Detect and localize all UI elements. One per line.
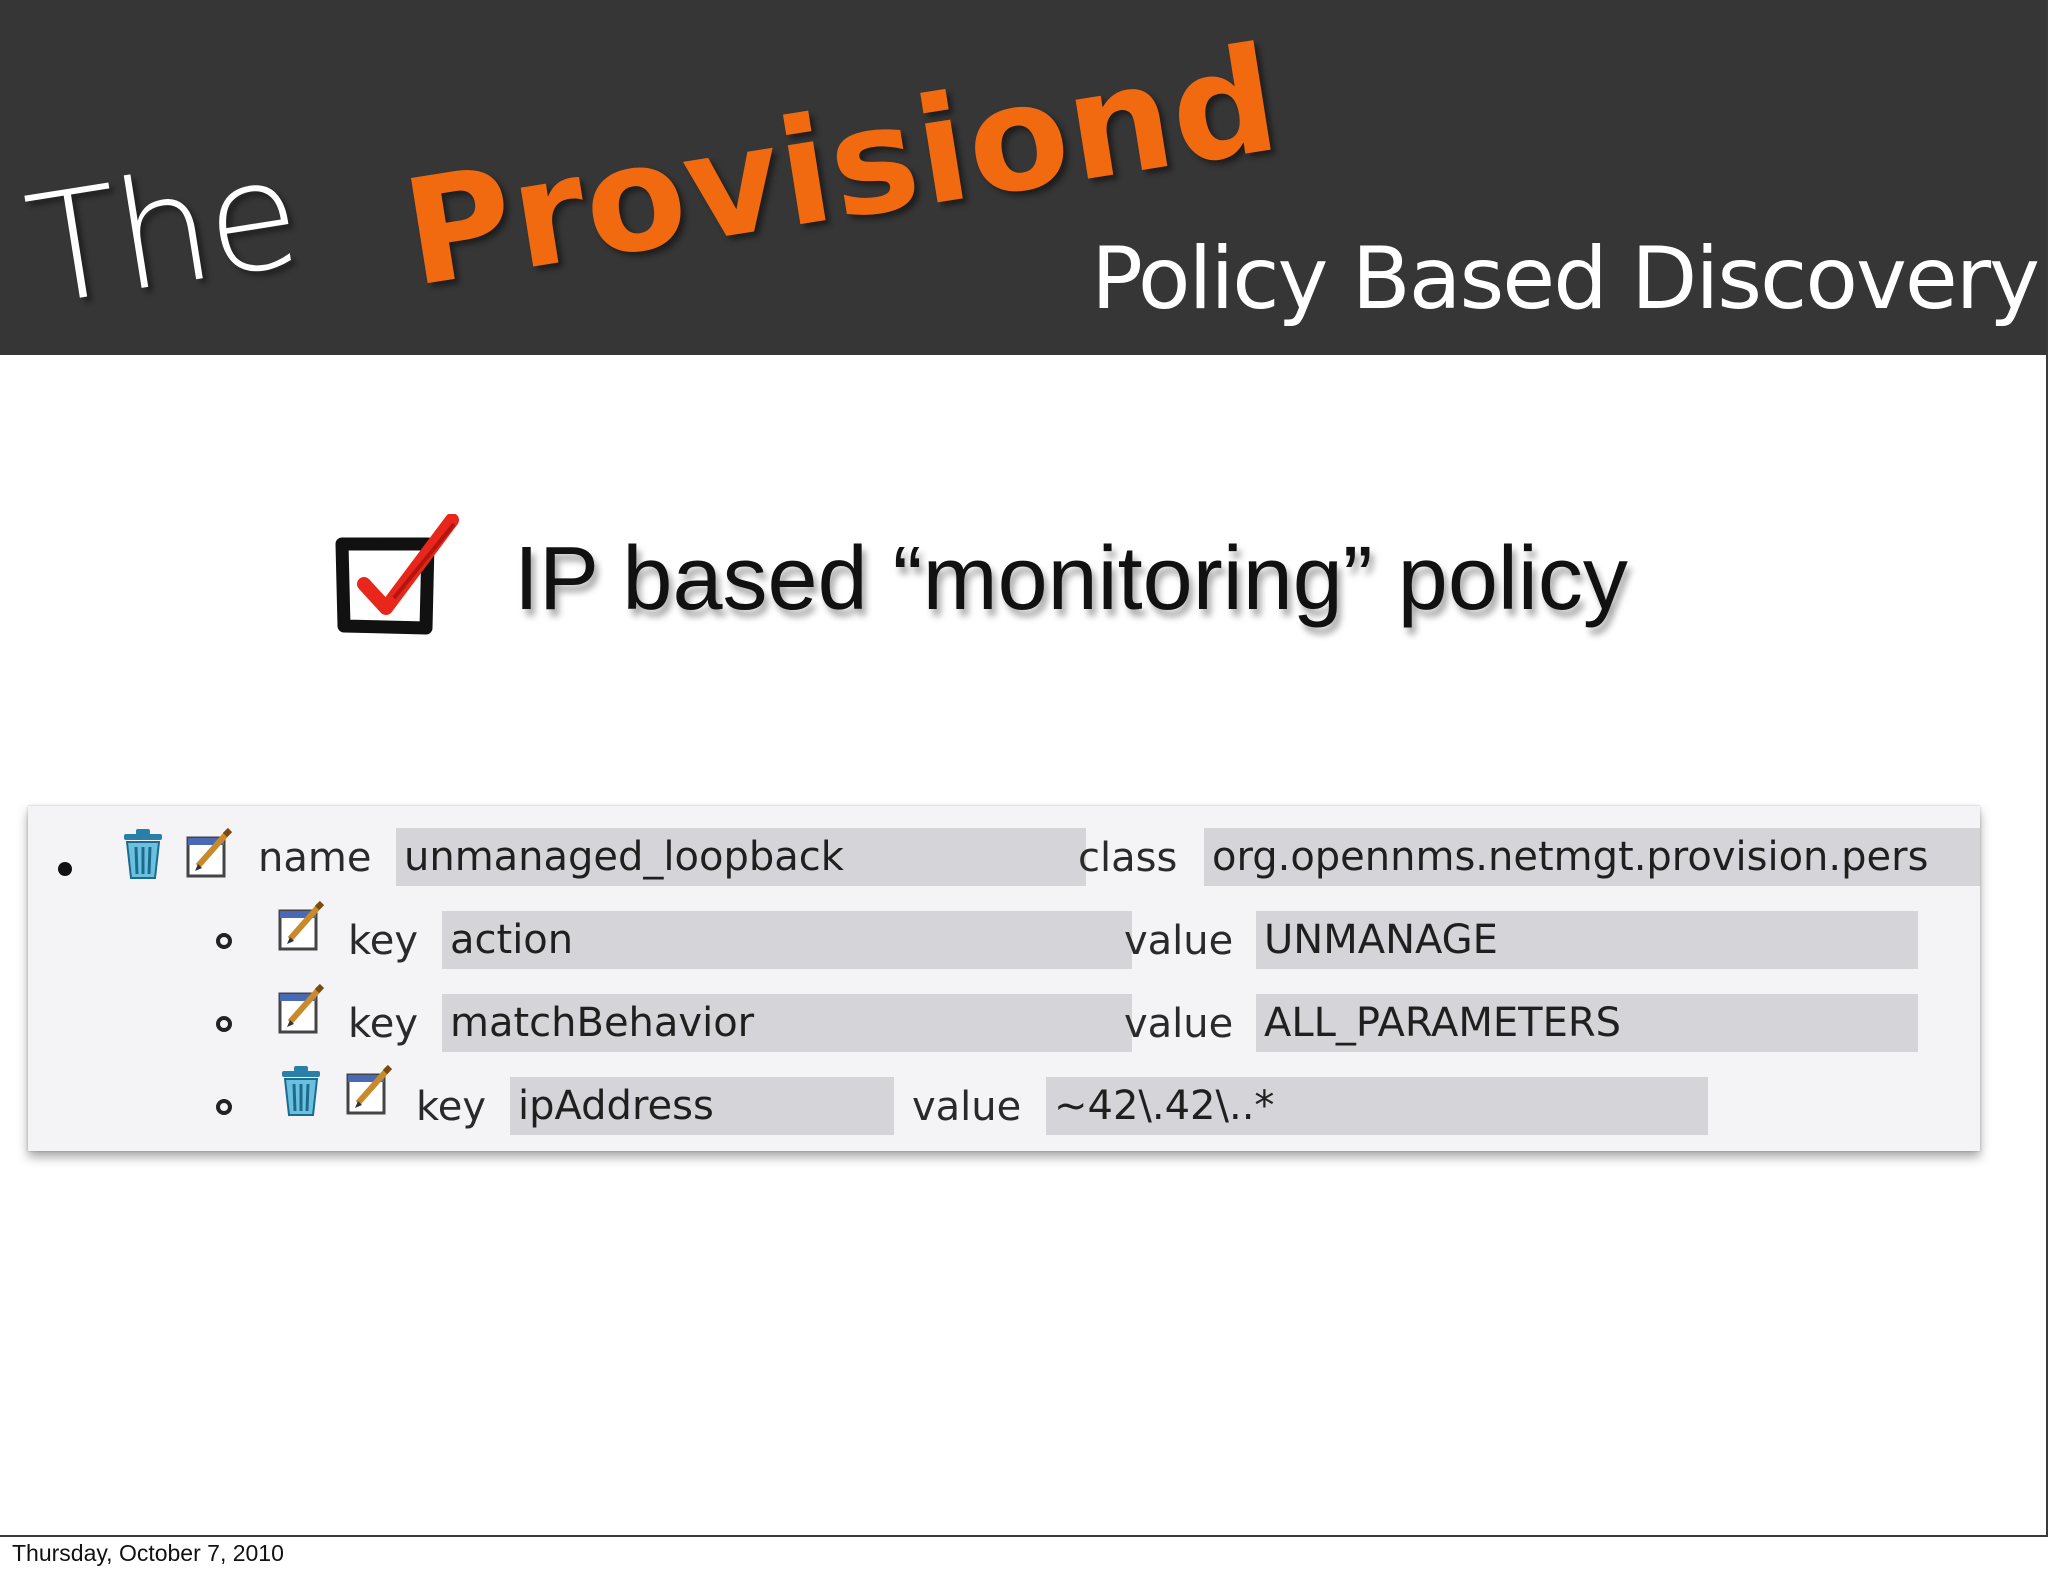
bullet-dot [58, 862, 72, 876]
key-field[interactable]: ipAddress [510, 1077, 894, 1135]
class-field[interactable]: org.opennms.netmgt.provision.pers [1204, 828, 1980, 886]
bullet-ring [216, 933, 232, 949]
bullet-ring [216, 1016, 232, 1032]
edit-icon[interactable] [276, 982, 326, 1038]
checked-box-icon [334, 514, 466, 636]
key-field[interactable]: matchBehavior [442, 994, 1132, 1052]
subtitle: Policy Based Discovery [1091, 229, 2038, 329]
key-label: key [348, 1001, 419, 1047]
parameter-row [28, 909, 1980, 973]
bullet-heading: IP based “monitoring” policy [514, 529, 1628, 629]
class-label: class [1078, 835, 1178, 881]
policy-row [28, 826, 1980, 890]
value-label: value [1124, 1001, 1234, 1047]
key-field[interactable]: action [442, 911, 1132, 969]
value-label: value [1124, 918, 1234, 964]
edit-icon[interactable] [276, 899, 326, 955]
title-prefix: The [16, 126, 308, 340]
bullet-ring [216, 1099, 232, 1115]
edit-icon[interactable] [184, 826, 234, 882]
value-field[interactable]: UNMANAGE [1256, 911, 1918, 969]
trash-icon[interactable] [118, 826, 168, 882]
edit-icon[interactable] [344, 1063, 394, 1119]
footer-date: Thursday, October 7, 2010 [12, 1540, 284, 1566]
key-label: key [348, 918, 419, 964]
trash-icon[interactable] [276, 1063, 326, 1119]
parameter-row [28, 1075, 1980, 1139]
title-main: Provisiond [393, 14, 1290, 320]
value-label: value [912, 1084, 1022, 1130]
parameter-row [28, 992, 1980, 1056]
name-label: name [258, 835, 372, 881]
policy-editor-panel [28, 806, 1980, 1151]
value-field[interactable]: ALL_PARAMETERS [1256, 994, 1918, 1052]
name-field[interactable]: unmanaged_loopback [396, 828, 1086, 886]
key-label: key [416, 1084, 487, 1130]
value-field[interactable]: ~42\.42\..* [1046, 1077, 1708, 1135]
